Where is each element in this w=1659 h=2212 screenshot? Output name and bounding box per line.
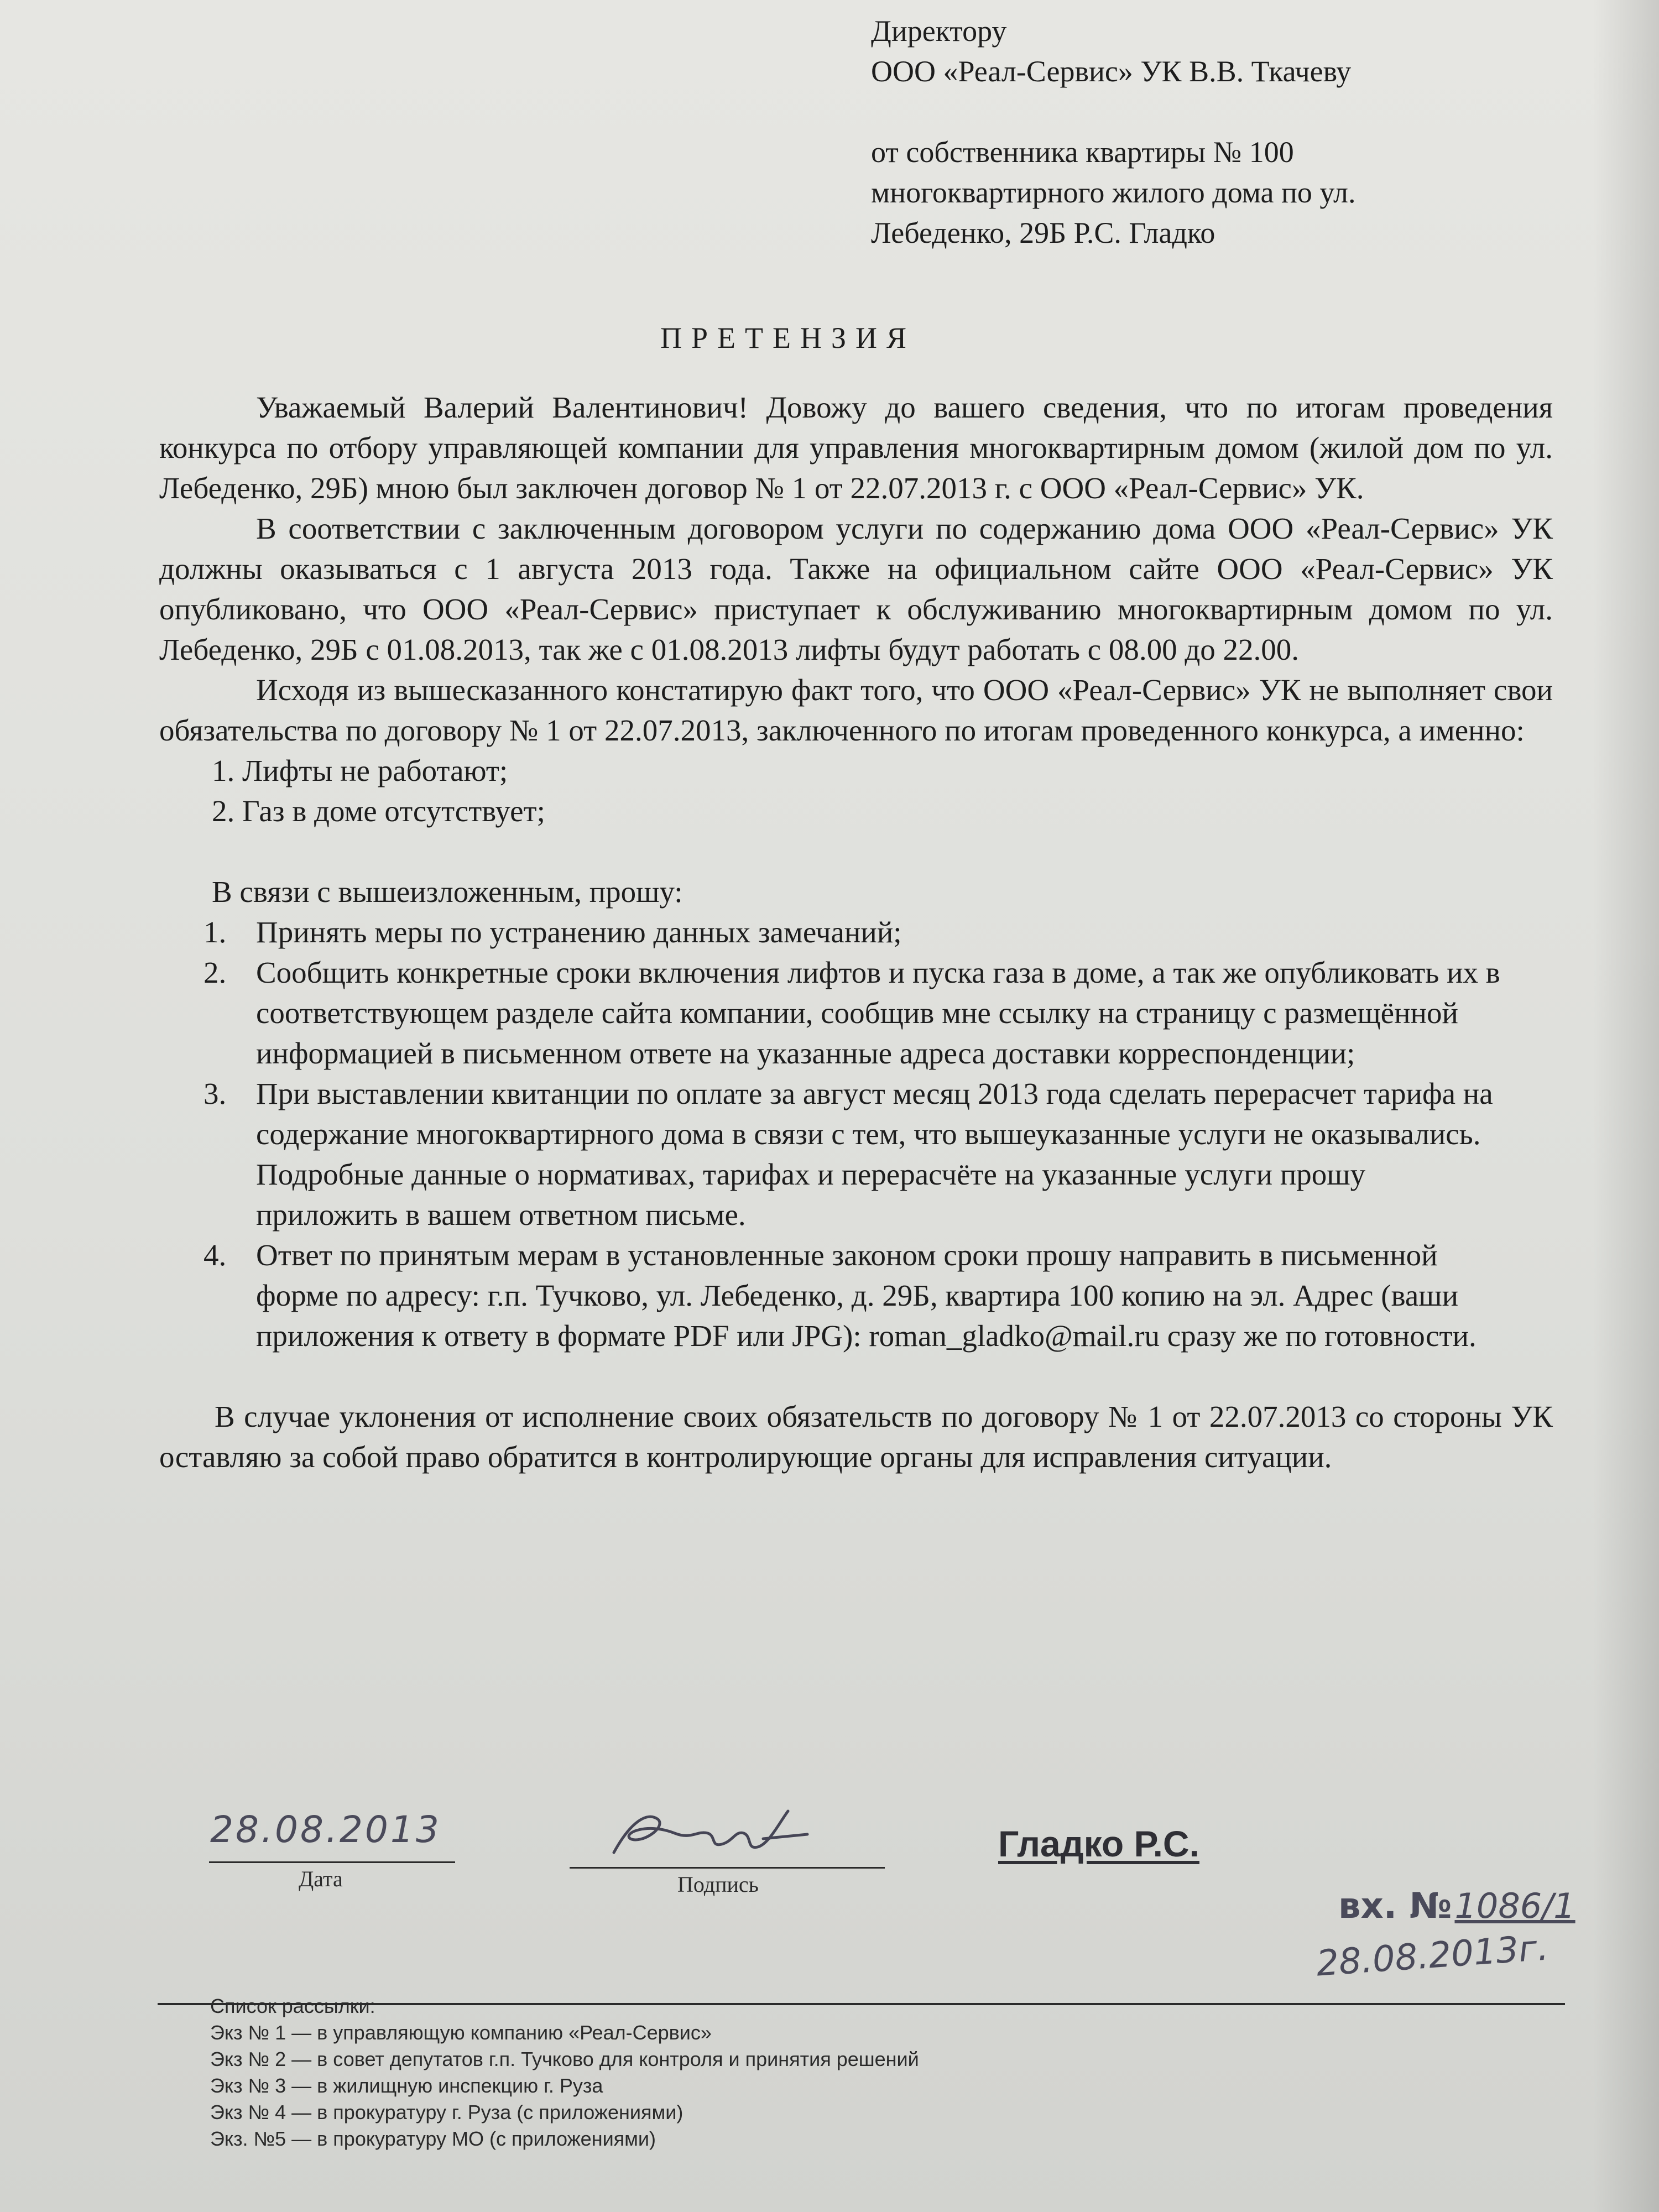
list-number: 4.	[204, 1238, 227, 1272]
signature-line	[570, 1867, 885, 1869]
list-text: Ответ по принятым мерам в установленные законом сроки прошу направить в письменной форме по адресу: г.п. Тучково, ул. Лебеденко, д. 29Б, квартира 100 копию на эл. Адрес (ваши приложения к ответу в формате PDF или JPG): roman_gladko@mail.ru сразу же по готовности.	[256, 1238, 1477, 1353]
mailing-item: Экз № 2 — в совет депутатов г.п. Тучково для контроля и принятия решений	[210, 2048, 919, 2070]
list-item	[159, 912, 1553, 952]
paragraph: Уважаемый Валерий Валентинович! Довожу до вашего сведения, что по итогам проведения конкурса по отбору управляющей компании для управления многоквартирным домом (жилой дом по ул. Лебеденко, 29Б) мною был заключен договор № 1 от 22.07.2013 г. с ООО «Реал-Сервис» УК.	[159, 390, 1553, 505]
registration-prefix: вх. №	[1338, 1886, 1452, 1927]
registration-number: 1086/1	[1454, 1886, 1575, 1926]
handwritten-date: 28.08.2013	[210, 1808, 441, 1851]
mailing-item: Экз. №5 — в прокуратуру МО (с приложениями)	[210, 2127, 656, 2150]
list-item: 1. Лифты не работают;	[212, 754, 508, 787]
addressee-block	[871, 11, 1356, 253]
document-title: ПРЕТЕНЗИЯ	[660, 321, 916, 354]
mailing-title: Список рассылки:	[210, 1995, 375, 2017]
sender-line: многоквартирного жилого дома по ул.	[871, 176, 1356, 209]
addressee-line: ООО «Реал-Сервис» УК В.В. Ткачеву	[871, 55, 1352, 88]
mailing-item: Экз № 3 — в жилищную инспекцию г. Руза	[210, 2074, 603, 2097]
closing-block	[159, 1396, 1553, 1477]
list-item	[159, 952, 1553, 1073]
list-number: 1.	[204, 915, 227, 949]
issues-list	[159, 750, 1553, 831]
list-number: 3.	[204, 1077, 227, 1110]
document-body	[159, 387, 1553, 1477]
addressee-line: Директору	[871, 14, 1007, 48]
sender-line: от собственника квартиры № 100	[871, 135, 1294, 169]
mailing-list	[210, 1991, 919, 2152]
list-text: При выставлении квитанции по оплате за август месяц 2013 года сделать перерасчет тарифа на содержание многоквартирного дома в связи с тем, что вышеуказанные услуги не оказывались. Подробные данные о нормативах, тарифах и перерасчёте на указанные услуги прошу приложить в вашем ответном письме.	[256, 1077, 1493, 1232]
list-item	[159, 1073, 1553, 1235]
list-item: 2. Газ в доме отсутствует;	[212, 794, 545, 828]
request-intro: В связи с вышеизложенным, прошу:	[212, 875, 683, 909]
closing-paragraph: В случае уклонения от исполнение своих обязательств по договору № 1 от 22.07.2013 со стороны УК оставляю за собой право обратится в контролирующие органы для исправления ситуации.	[159, 1400, 1553, 1474]
mailing-item: Экз № 1 — в управляющую компанию «Реал-Сервис»	[210, 2021, 712, 2044]
sender-line: Лебеденко, 29Б Р.С. Гладко	[871, 216, 1215, 249]
paragraph: В соответствии с заключенным договором услуги по содержанию дома ООО «Реал-Сервис» УК должны оказываться с 1 августа 2013 года. Также на официальном сайте ООО «Реал-Сервис» УК опубликовано, что ООО «Реал-Сервис» приступает к обслуживанию многоквартирным домом по ул. Лебеденко, 29Б с 01.08.2013, так же с 01.08.2013 лифты будут работать с 08.00 до 22.00.	[159, 512, 1553, 666]
date-caption: Дата	[299, 1866, 343, 1891]
requests-list	[159, 912, 1553, 1356]
registration-date: 28.08.2013г.	[1314, 1927, 1550, 1985]
paragraph: Исходя из вышесказанного констатирую факт того, что ООО «Реал-Сервис» УК не выполняет свои обязательства по договору № 1 от 22.07.2013, заключенного по итогам проведенного конкурса, а именно:	[159, 673, 1553, 747]
list-item	[159, 1235, 1553, 1356]
date-line	[209, 1861, 455, 1863]
signature-caption: Подпись	[677, 1872, 759, 1897]
handwritten-signature-icon	[597, 1800, 830, 1872]
list-text: Принять меры по устранению данных замечаний;	[256, 915, 902, 949]
list-text: Сообщить конкретные сроки включения лифтов и пуска газа в доме, а так же опубликовать их в соответствующем разделе сайта компании, сообщив мне ссылку на страницу с размещённой информацией в письменном ответе на указанные адреса доставки корреспонденции;	[256, 956, 1500, 1070]
registration-stamp	[1338, 1886, 1575, 1927]
signer-name: Гладко Р.С.	[998, 1823, 1199, 1864]
list-number: 2.	[204, 956, 227, 989]
mailing-item: Экз № 4 — в прокуратуру г. Руза (с приложениями)	[210, 2101, 684, 2124]
